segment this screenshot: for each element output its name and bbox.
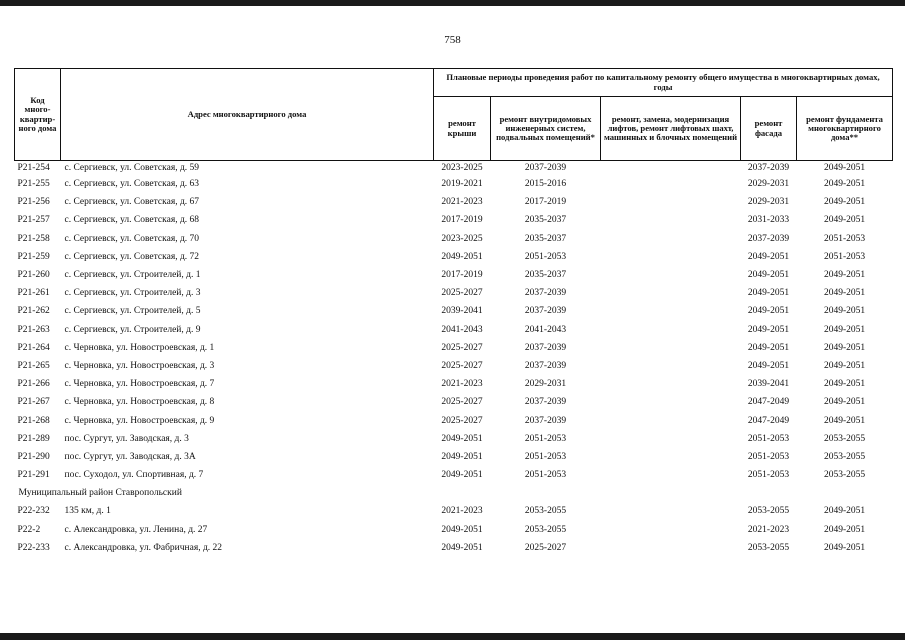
section-row — [15, 485, 893, 503]
cell-systems: 2029-2031 — [524, 379, 567, 390]
table-row — [15, 412, 893, 430]
table-row — [15, 322, 893, 340]
cell-address: с. Сергиевск, ул. Советская, д. 72 — [64, 251, 200, 262]
cell-foundation: 2049-2051 — [823, 179, 866, 190]
cell-systems: 2035-2037 — [524, 233, 567, 244]
cell-code: P21-257 — [17, 215, 50, 226]
cell-facade: 2029-2031 — [747, 179, 790, 190]
cell-code: P21-255 — [17, 179, 50, 190]
cell-systems: 2051-2053 — [524, 251, 567, 262]
cell-systems: 2017-2019 — [524, 197, 567, 208]
cell-systems: 2037-2039 — [524, 342, 567, 353]
cell-foundation: 2049-2051 — [823, 324, 866, 335]
cell-lifts — [601, 303, 741, 321]
capital-repair-table — [14, 68, 893, 558]
cell-facade: 2049-2051 — [747, 288, 790, 299]
cell-systems: 2037-2039 — [524, 397, 567, 408]
cell-code: P21-264 — [17, 342, 50, 353]
cell-code: P21-262 — [17, 306, 50, 317]
cell-foundation: 2049-2051 — [823, 506, 866, 517]
cell-address: с. Черновка, ул. Новостроевская, д. 3 — [64, 360, 215, 371]
header-facade: ремонт фасада — [741, 97, 797, 161]
cell-lifts — [601, 161, 741, 177]
cell-code: P21-291 — [17, 470, 50, 481]
cell-code: P21-259 — [17, 251, 50, 262]
cell-address: с. Черновка, ул. Новостроевская, д. 1 — [64, 342, 215, 353]
cell-address: пос. Суходол, ул. Спортивная, д. 7 — [64, 470, 204, 481]
cell-facade: 2037-2039 — [747, 162, 790, 173]
cell-lifts — [601, 540, 741, 558]
table-row — [15, 161, 893, 177]
cell-lifts — [601, 358, 741, 376]
cell-foundation: 2049-2051 — [823, 397, 866, 408]
cell-lifts — [601, 394, 741, 412]
cell-systems: 2035-2037 — [524, 270, 567, 281]
cell-foundation: 2049-2051 — [823, 270, 866, 281]
cell-roof: 2049-2051 — [441, 524, 483, 535]
cell-code: P21-261 — [17, 288, 50, 299]
cell-foundation: 2049-2051 — [823, 415, 866, 426]
cell-address: 135 км, д. 1 — [64, 506, 111, 517]
cell-address: с. Сергиевск, ул. Советская, д. 63 — [64, 179, 200, 190]
cell-foundation: 2049-2051 — [823, 288, 866, 299]
cell-foundation: 2049-2051 — [823, 542, 866, 553]
cell-facade: 2051-2053 — [747, 433, 790, 444]
cell-roof: 2021-2023 — [441, 379, 483, 390]
cell-code: P21-258 — [17, 233, 50, 244]
cell-foundation: 2049-2051 — [823, 215, 866, 226]
cell-facade: 2051-2053 — [747, 470, 790, 481]
cell-code: P22-2 — [17, 524, 41, 535]
cell-code: P21-260 — [17, 270, 50, 281]
cell-foundation: 2049-2051 — [823, 162, 866, 173]
table-row — [15, 522, 893, 540]
cell-roof: 2025-2027 — [441, 360, 483, 371]
table-row — [15, 540, 893, 558]
cell-roof: 2021-2023 — [441, 197, 483, 208]
cell-systems: 2025-2027 — [524, 542, 567, 553]
cell-address: с. Александровка, ул. Ленина, д. 27 — [64, 524, 208, 535]
table-row — [15, 467, 893, 485]
cell-address: с. Черновка, ул. Новостроевская, д. 7 — [64, 379, 215, 390]
cell-roof: 2023-2025 — [441, 233, 483, 244]
cell-foundation: 2049-2051 — [823, 342, 866, 353]
cell-lifts — [601, 176, 741, 194]
cell-foundation: 2049-2051 — [823, 197, 866, 208]
cell-lifts — [601, 267, 741, 285]
header-address: Адрес многоквартирного дома — [61, 69, 434, 161]
table-row — [15, 376, 893, 394]
cell-address: пос. Сургут, ул. Заводская, д. 3 — [64, 433, 189, 444]
header-foundation: ремонт фундамента многоквартирного дома** — [797, 97, 893, 161]
cell-systems: 2015-2016 — [524, 179, 567, 190]
cell-facade: 2049-2051 — [747, 251, 790, 262]
cell-facade: 2049-2051 — [747, 270, 790, 281]
table-row — [15, 231, 893, 249]
cell-systems: 2053-2055 — [524, 506, 567, 517]
cell-roof: 2039-2041 — [441, 306, 483, 317]
cell-code: P21-268 — [17, 415, 50, 426]
cell-roof: 2049-2051 — [441, 433, 483, 444]
cell-lifts — [601, 322, 741, 340]
cell-facade: 2049-2051 — [747, 306, 790, 317]
cell-lifts — [601, 467, 741, 485]
cell-systems: 2037-2039 — [524, 162, 567, 173]
scan-border-top — [0, 0, 905, 6]
cell-address: с. Сергиевск, ул. Строителей, д. 3 — [64, 288, 201, 299]
cell-systems: 2051-2053 — [524, 433, 567, 444]
cell-facade: 2039-2041 — [747, 379, 790, 390]
table-row — [15, 431, 893, 449]
header-systems: ремонт внутридомовых инженерных систем, подвальных помещений* — [491, 97, 601, 161]
cell-code: P21-290 — [17, 451, 50, 462]
cell-code: P22-233 — [17, 542, 50, 553]
cell-facade: 2031-2033 — [747, 215, 790, 226]
cell-systems: 2035-2037 — [524, 215, 567, 226]
cell-address: с. Сергиевск, ул. Советская, д. 68 — [64, 215, 200, 226]
cell-foundation: 2053-2055 — [823, 470, 866, 481]
cell-roof: 2049-2051 — [441, 251, 483, 262]
table-row — [15, 449, 893, 467]
header-roof: ремонт крыши — [434, 97, 491, 161]
cell-facade: 2053-2055 — [747, 542, 790, 553]
cell-systems: 2051-2053 — [524, 451, 567, 462]
cell-facade: 2049-2051 — [747, 360, 790, 371]
cell-facade: 2051-2053 — [747, 451, 790, 462]
cell-foundation: 2051-2053 — [823, 251, 866, 262]
cell-foundation: 2049-2051 — [823, 524, 866, 535]
table-body — [15, 161, 893, 558]
table-row — [15, 394, 893, 412]
cell-address: пос. Сургут, ул. Заводская, д. 3А — [64, 451, 196, 462]
cell-facade: 2049-2051 — [747, 324, 790, 335]
header-periods-title: Плановые периоды проведения работ по капитальному ремонту общего имущества в многоквартирных домах, годы — [434, 69, 893, 97]
scan-border-bottom — [0, 633, 905, 640]
cell-lifts — [601, 522, 741, 540]
cell-address: с. Сергиевск, ул. Советская, д. 67 — [64, 197, 200, 208]
table-row — [15, 358, 893, 376]
table-row — [15, 503, 893, 521]
cell-roof: 2025-2027 — [441, 342, 483, 353]
table-row — [15, 194, 893, 212]
cell-facade: 2053-2055 — [747, 506, 790, 517]
cell-address: с. Александровка, ул. Фабричная, д. 22 — [64, 542, 223, 553]
table-row — [15, 340, 893, 358]
cell-lifts — [601, 212, 741, 230]
cell-lifts — [601, 503, 741, 521]
cell-address: с. Сергиевск, ул. Строителей, д. 1 — [64, 270, 201, 281]
cell-code: P21-256 — [17, 197, 50, 208]
cell-roof: 2025-2027 — [441, 288, 483, 299]
cell-foundation: 2053-2055 — [823, 451, 866, 462]
cell-code: P21-267 — [17, 397, 50, 408]
section-title: Муниципальный район Ставропольский — [18, 488, 182, 499]
header-code: Код много-квартир-ного дома — [15, 69, 61, 161]
cell-lifts — [601, 285, 741, 303]
table-row — [15, 267, 893, 285]
cell-facade: 2047-2049 — [747, 397, 790, 408]
cell-lifts — [601, 231, 741, 249]
cell-foundation: 2053-2055 — [823, 433, 866, 444]
cell-systems: 2053-2055 — [524, 524, 567, 535]
cell-address: с. Черновка, ул. Новостроевская, д. 9 — [64, 415, 215, 426]
cell-systems: 2037-2039 — [524, 306, 567, 317]
cell-code: P22-232 — [17, 506, 50, 517]
cell-roof: 2025-2027 — [441, 415, 483, 426]
cell-roof: 2025-2027 — [441, 397, 483, 408]
cell-lifts — [601, 249, 741, 267]
cell-foundation: 2051-2053 — [823, 233, 866, 244]
cell-address: с. Сергиевск, ул. Строителей, д. 5 — [64, 306, 201, 317]
cell-address: с. Сергиевск, ул. Советская, д. 70 — [64, 233, 200, 244]
cell-systems: 2037-2039 — [524, 415, 567, 426]
cell-lifts — [601, 431, 741, 449]
cell-roof: 2019-2021 — [441, 179, 483, 190]
cell-code: P21-289 — [17, 433, 50, 444]
cell-code: P21-263 — [17, 324, 50, 335]
cell-lifts — [601, 194, 741, 212]
cell-systems: 2051-2053 — [524, 470, 567, 481]
cell-foundation: 2049-2051 — [823, 306, 866, 317]
cell-roof: 2041-2043 — [441, 324, 483, 335]
cell-lifts — [601, 340, 741, 358]
cell-roof: 2049-2051 — [441, 542, 483, 553]
cell-facade: 2049-2051 — [747, 342, 790, 353]
cell-lifts — [601, 376, 741, 394]
cell-code: P21-266 — [17, 379, 50, 390]
cell-roof: 2017-2019 — [441, 215, 483, 226]
page-number: 758 — [444, 34, 461, 46]
header-lifts: ремонт, замена, модернизация лифтов, ремонт лифтовых шахт, машинных и блочных помещений — [601, 97, 741, 161]
cell-roof: 2049-2051 — [441, 451, 483, 462]
table-row — [15, 212, 893, 230]
table-row — [15, 285, 893, 303]
table-row — [15, 176, 893, 194]
cell-systems: 2041-2043 — [524, 324, 567, 335]
cell-roof: 2023-2025 — [441, 162, 483, 173]
cell-roof: 2021-2023 — [441, 506, 483, 517]
cell-foundation: 2049-2051 — [823, 360, 866, 371]
cell-systems: 2037-2039 — [524, 360, 567, 371]
cell-systems: 2037-2039 — [524, 288, 567, 299]
cell-foundation: 2049-2051 — [823, 379, 866, 390]
cell-address: с. Сергиевск, ул. Строителей, д. 9 — [64, 324, 201, 335]
cell-roof: 2017-2019 — [441, 270, 483, 281]
table-row — [15, 249, 893, 267]
cell-address: с. Сергиевск, ул. Советская, д. 59 — [64, 162, 200, 173]
cell-facade: 2021-2023 — [747, 524, 790, 535]
cell-code: P21-265 — [17, 360, 50, 371]
cell-facade: 2047-2049 — [747, 415, 790, 426]
cell-lifts — [601, 412, 741, 430]
cell-facade: 2029-2031 — [747, 197, 790, 208]
table-row — [15, 303, 893, 321]
cell-roof: 2049-2051 — [441, 470, 483, 481]
cell-address: с. Черновка, ул. Новостроевская, д. 8 — [64, 397, 215, 408]
cell-lifts — [601, 449, 741, 467]
cell-code: P21-254 — [17, 162, 50, 173]
cell-facade: 2037-2039 — [747, 233, 790, 244]
